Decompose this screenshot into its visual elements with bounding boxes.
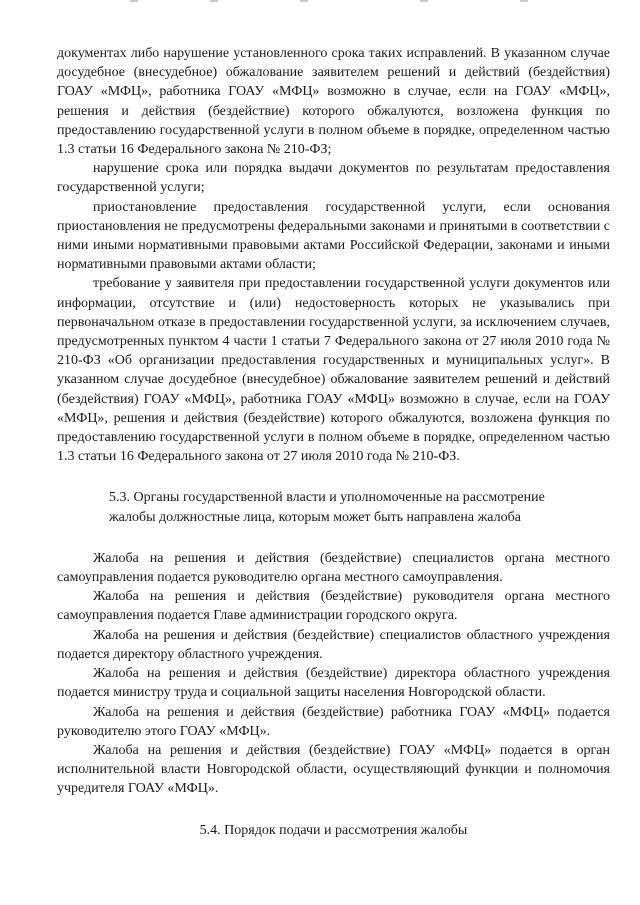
complaint-paragraph: Жалоба на решения и действия (бездействие) специалистов областного учреждения подается директору областного учреждения.: [57, 627, 610, 662]
complaint-paragraph: Жалоба на решения и действия (бездействие) специалистов органа местного самоуправления подается руководителю органа местного самоуправления.: [57, 550, 610, 586]
scan-edge-marks: [0, 0, 640, 6]
section-5-4-heading: 5.4. Порядок подачи и рассмотрения жалобы: [199, 822, 468, 838]
complaint-paragraph: Жалоба на решения и действия (бездействие) ГОАУ «МФЦ» подается в орган исполнительной власти Новгородской области, осуществляющий функции и полномочия учредителя ГОАУ «МФЦ».: [57, 742, 610, 797]
paragraph-violation-deadline: нарушение срока или порядка выдачи документов по результатам предоставления государственной услуги;: [57, 161, 610, 196]
paragraph-continuation: документах либо нарушение установленного срока таких исправлений. В указанном случае досудебное (внесудебное) обжалование заявителем решений и действий (бездействия) ГОАУ «МФЦ», работника ГОАУ «МФЦ» возможно в случае, если на ГОАУ «МФЦ», решения и действия (бездействие) которого обжалуются, возложена функция по предоставлению государственной услуги в полном объеме в порядке, определенном частью 1.3 статьи 16 Федерального закона № 210-ФЗ;: [57, 46, 610, 158]
complaint-paragraph: Жалоба на решения и действия (бездействие) директора областного учреждения подается министру труда и социальной защиты населения Новгородской области.: [57, 666, 610, 701]
section-5-3-heading-line1: 5.3. Органы государственной власти и уполномоченные на рассмотрение: [109, 490, 545, 506]
paragraph-suspension: приостановление предоставления государственной услуги, если основания приостановления не предусмотрены федеральными законами и принятыми в соответствии с ними иными нормативными правовыми актами Российской Федерации, законами и иными нормативными правовыми актами области;: [57, 199, 610, 273]
document-body: [57, 44, 610, 840]
section-5-3-heading-line2: жалобы должностные лица, которым может быть направлена жалоба: [109, 509, 521, 525]
complaint-paragraph: Жалоба на решения и действия (бездействие) руководителя органа местного самоуправления подается Главе администрации городского округа.: [57, 589, 610, 624]
paragraph-requirement: требование у заявителя при предоставлении государственной услуги документов или информации, отсутствие и (или) недостоверность которых не указывались при первоначальном отказе в предоставлении государственной услуги, за исключением случаев, предусмотренных пунктом 4 части 1 статьи 7 Федерального закона от 27 июля 2010 года № 210-ФЗ «Об организации предоставления государственных и муниципальных услуг». В указанном случае досудебное (внесудебное) обжалование заявителем решений и действий (бездействия) ГОАУ «МФЦ», работника ГОАУ «МФЦ» возможно в случае, если на ГОАУ «МФЦ», решения и действия (бездействие) которого обжалуются, возложена функция по предоставлению государственной услуги в полном объеме в порядке, определенном частью 1.3 статьи 16 Федерального закона от 27 июля 2010 года № 210-ФЗ.: [57, 276, 610, 465]
complaint-paragraph: Жалоба на решения и действия (бездействие) работника ГОАУ «МФЦ» подается руководителю этого ГОАУ «МФЦ».: [57, 704, 610, 739]
